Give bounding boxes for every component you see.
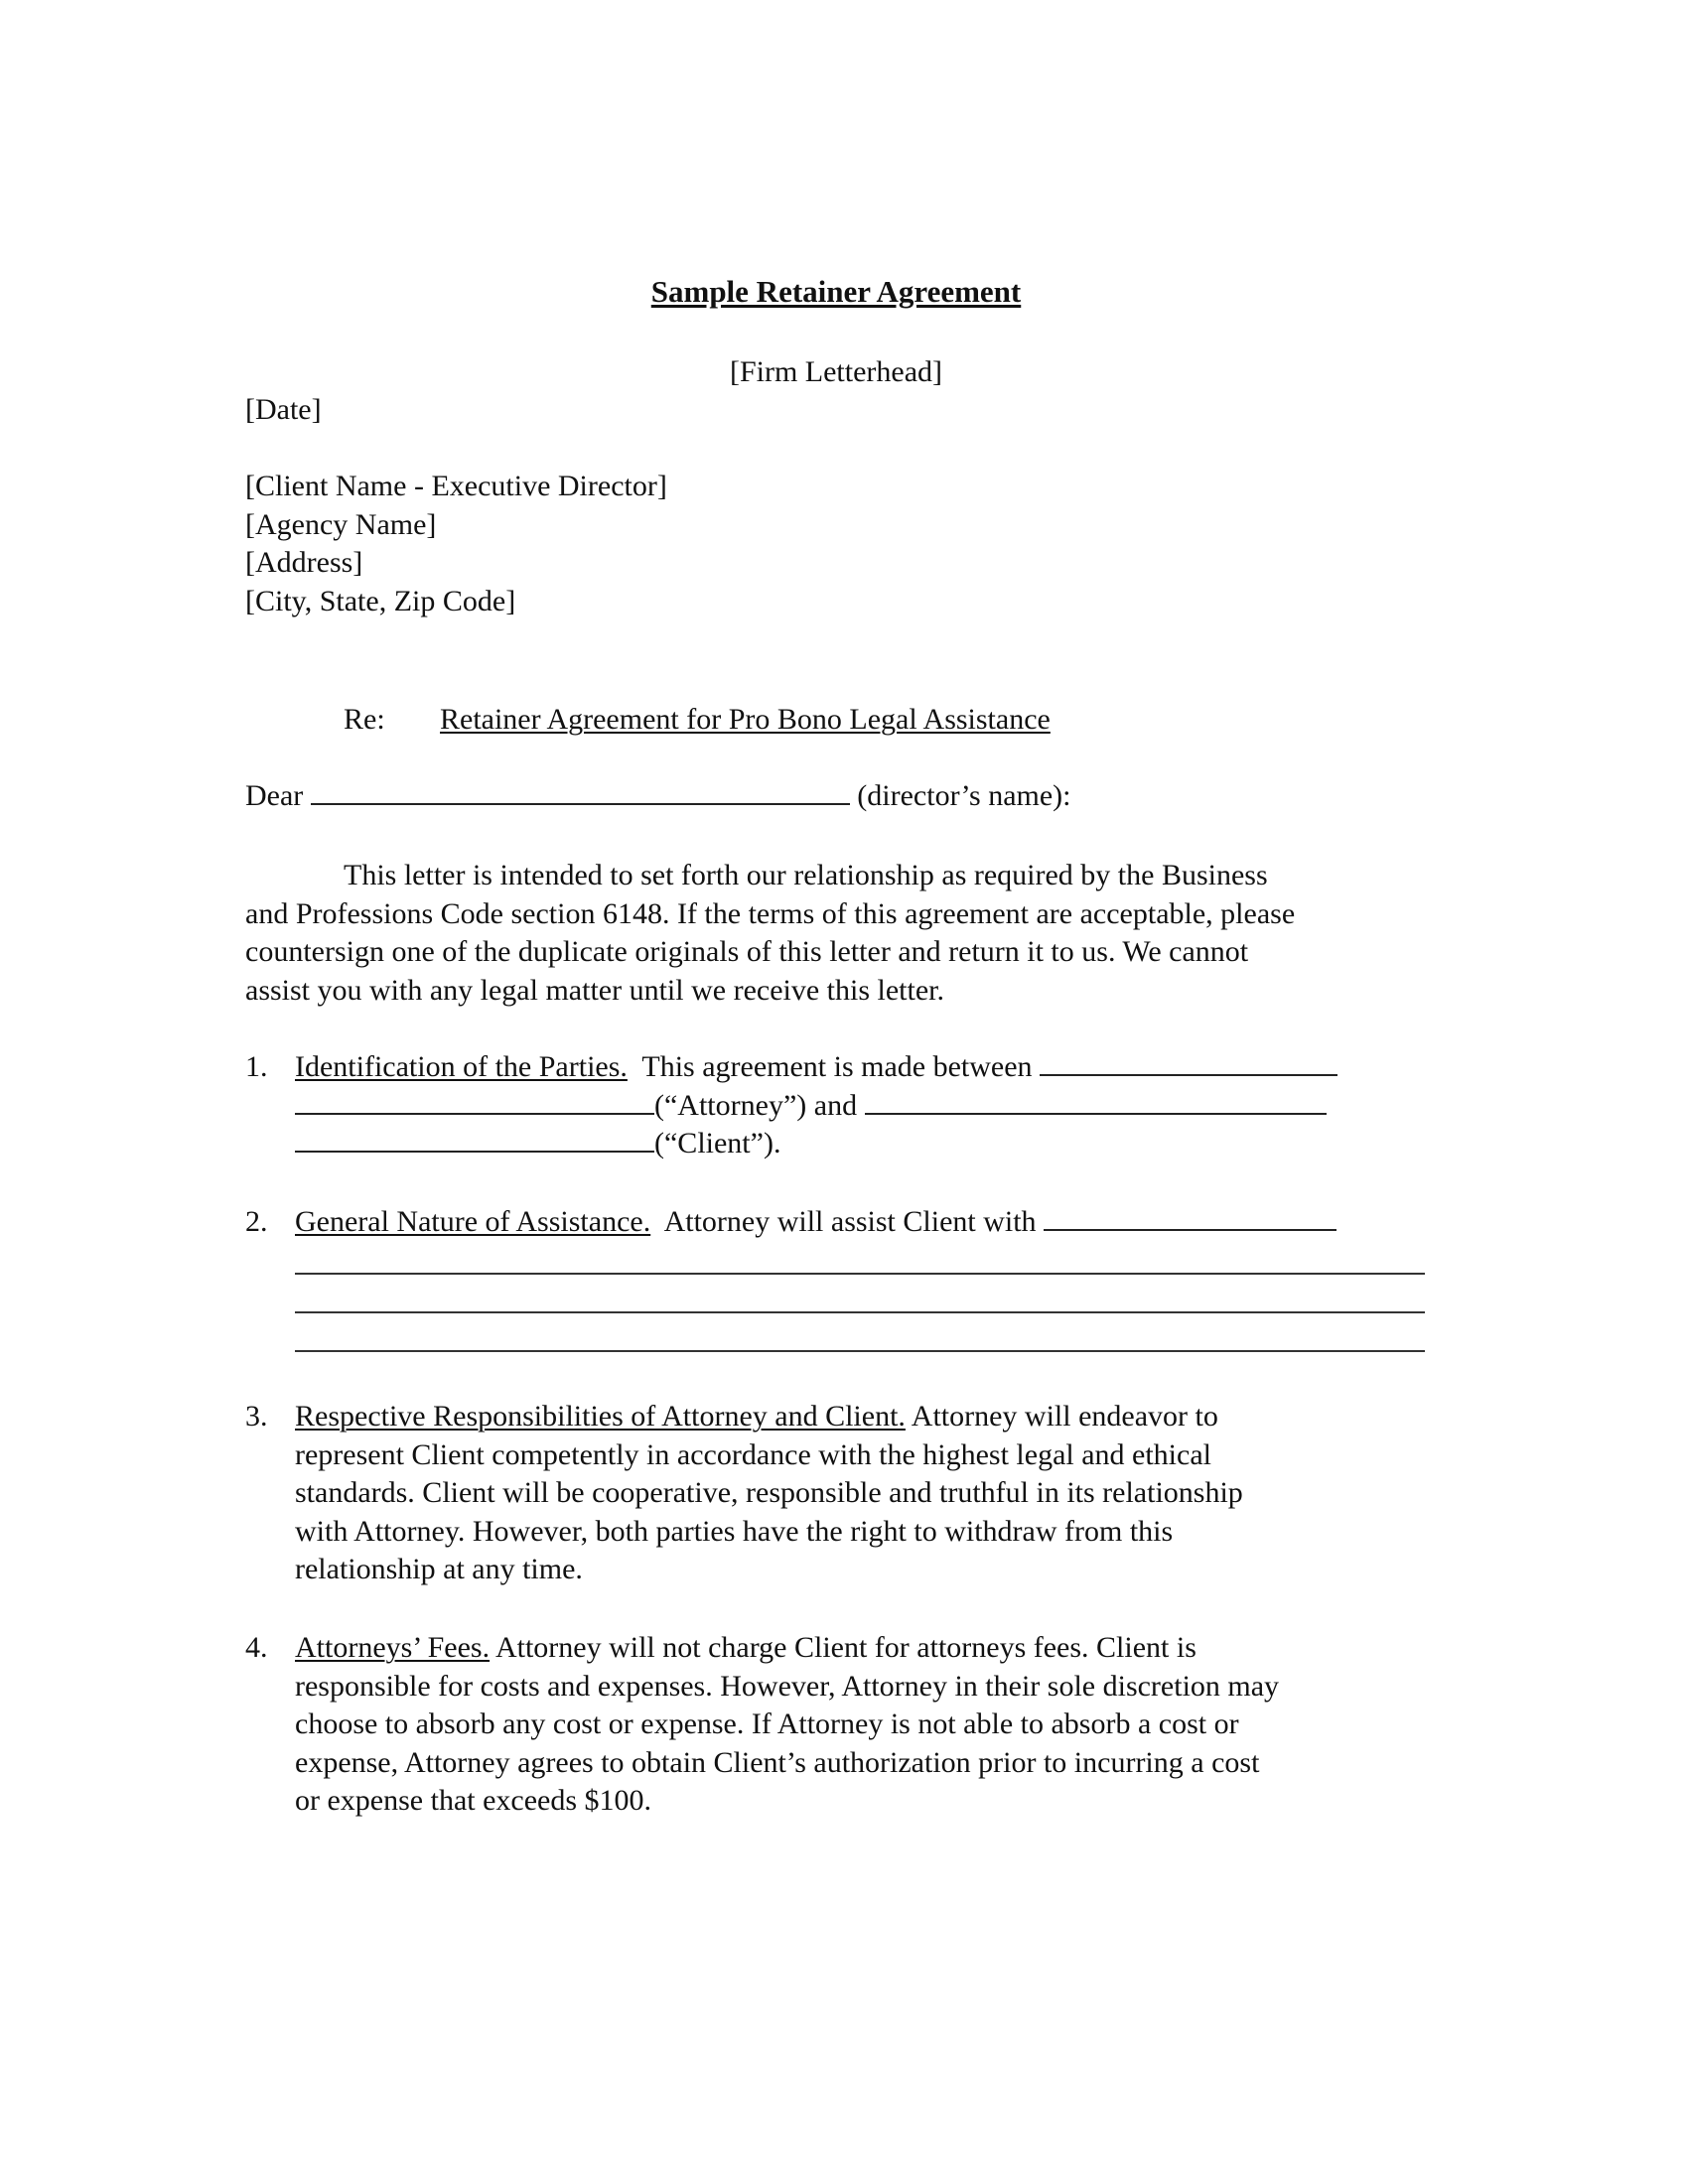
recipient-city-state-zip: [City, State, Zip Code]	[245, 584, 516, 617]
attorney-label: (“Attorney”) and	[654, 1088, 858, 1122]
firm-letterhead: [Firm Letterhead]	[729, 355, 943, 388]
section-heading: General Nature of Assistance.	[295, 1205, 651, 1238]
intro-line-1: This letter is intended to set forth our relationship as required by the Business	[344, 859, 1268, 891]
re-subject: Retainer Agreement for Pro Bono Legal Assistance	[440, 703, 1051, 736]
assistance-blank-line-3[interactable]	[295, 1350, 1425, 1352]
section-text-line-4: expense, Attorney agrees to obtain Client’s authorization prior to incurring a cost	[295, 1745, 1260, 1779]
intro-paragraph	[245, 857, 1295, 1010]
section-number: 2.	[245, 1205, 268, 1238]
section-text-line-1: Attorney will endeavor to	[911, 1400, 1218, 1433]
section-text-line-3: standards. Client will be cooperative, responsible and truthful in its relationship	[295, 1476, 1243, 1510]
recipient-agency-name: [Agency Name]	[245, 507, 437, 541]
re-label: Re:	[344, 703, 385, 736]
section-number: 3.	[245, 1400, 268, 1433]
director-name-blank[interactable]	[311, 779, 850, 805]
party-1-blank[interactable]	[1040, 1050, 1337, 1076]
attorney-name-blank[interactable]	[295, 1089, 654, 1115]
assistance-blank-line-1[interactable]	[295, 1273, 1425, 1275]
client-label: (“Client”).	[654, 1127, 781, 1160]
section-text: Attorney will assist Client with	[663, 1205, 1037, 1238]
document-title: Sample Retainer Agreement	[650, 274, 1022, 309]
section-text: This agreement is made between	[641, 1050, 1033, 1083]
section-number: 4.	[245, 1631, 268, 1664]
salutation-prefix: Dear	[245, 779, 304, 812]
section-text-line-5: or expense that exceeds $100.	[295, 1784, 652, 1818]
section-text-line-2: responsible for costs and expenses. However, Attorney in their sole discretion may	[295, 1669, 1280, 1703]
section-heading: Attorneys’ Fees.	[295, 1631, 491, 1664]
section-heading: Respective Responsibilities of Attorney and Client.	[295, 1400, 906, 1433]
client-name-blank-1[interactable]	[865, 1089, 1327, 1115]
intro-line-3: countersign one of the duplicate originals of this letter and return it to us. We cannot	[245, 935, 1249, 969]
section-text-line-2: represent Client competently in accordance with the highest legal and ethical	[295, 1437, 1211, 1471]
intro-line-4: assist you with any legal matter until we receive this letter.	[245, 973, 944, 1007]
section-text-line-5: relationship at any time.	[295, 1553, 583, 1586]
assistance-blank-line-2[interactable]	[295, 1311, 1425, 1313]
salutation-line	[245, 776, 1070, 815]
recipient-client-name: [Client Name - Executive Director]	[245, 470, 667, 502]
section-text-line-1: Attorney will not charge Client for attorneys fees. Client is	[494, 1631, 1196, 1664]
section-heading: Identification of the Parties.	[295, 1050, 628, 1083]
section-number: 1.	[245, 1050, 268, 1083]
recipient-address-block	[245, 468, 667, 620]
intro-line-2: and Professions Code section 6148. If the terms of this agreement are acceptable, please	[245, 896, 1296, 930]
assistance-blank-inline[interactable]	[1044, 1205, 1336, 1231]
date-placeholder: [Date]	[245, 393, 322, 426]
section-text-line-3: choose to absorb any cost or expense. If Attorney is not able to absorb a cost or	[295, 1707, 1239, 1741]
section-text-line-4: with Attorney. However, both parties have the right to withdraw from this	[295, 1514, 1174, 1548]
recipient-address: [Address]	[245, 546, 363, 580]
client-name-blank-2[interactable]	[295, 1127, 654, 1153]
salutation-suffix: (director’s name):	[857, 779, 1071, 812]
